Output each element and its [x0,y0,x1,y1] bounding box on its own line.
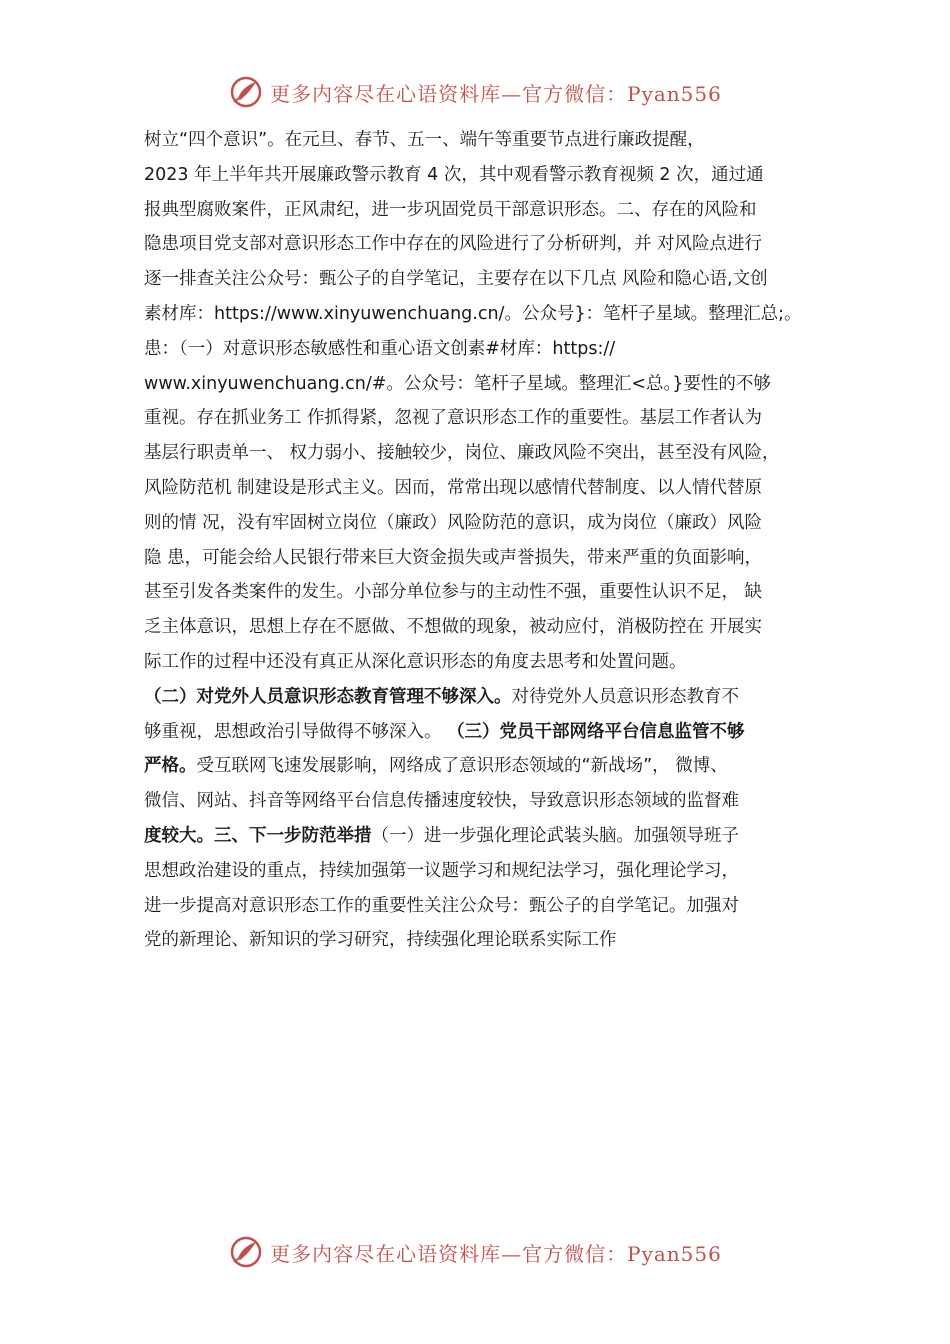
header-watermark [0,72,950,112]
body-text: 对待党外人员意识形态教育不 [511,686,739,707]
bold-heading-text: （三）党员干部网络平台信息监管不够 [447,721,745,742]
body-text: 够重视，思想政治引导做得不够深入。 [144,721,448,742]
body-text: 报典型腐败案件，正风肃纪，进一步巩固党员干部意识形态。二、存在的风险和 [144,199,757,220]
body-text: 思想政治建设的重点，持续加强第一议题学习和规纪法学习，强化理论学习， [144,860,739,881]
text-line [144,749,834,784]
text-line [144,332,834,367]
text-line [144,610,834,645]
text-line [144,784,834,819]
body-text: 微信、网站、抖音等网络平台信息传播速度较快，导致意识形态领域的监督难 [144,791,739,812]
text-line [144,645,834,680]
document-body [144,123,834,958]
text-line [144,436,834,471]
body-text: 隐患项目党支部对意识形态工作中存在的风险进行了分析研判，并 对风险点进行 [144,234,763,255]
bold-heading-text: 度较大。 [144,825,214,846]
text-line [144,158,834,193]
text-line [144,715,834,750]
bold-heading-text: 严格。 [144,756,197,777]
text-line [144,262,834,297]
brand-logo-icon [228,1234,264,1270]
body-text: www.xinyuwenchuang.cn/#。公众号：笔杆子星域。整理汇<总。}要性的不够 [144,373,771,394]
body-text: 进一步提高对意识形态工作的重要性关注公众号：甄公子的自学笔记。加强对 [144,895,739,916]
text-line [144,819,834,854]
body-text: 素材库：https://www.xinyuwenchuang.cn/。公众号}：笔杆子星域。整理汇总;。 [144,303,802,324]
body-text: 2023 年上半年共开展廉政警示教育 4 次，其中观看警示教育视频 2 次，通过通 [144,164,764,185]
text-line [144,854,834,889]
footer-watermark [0,1232,950,1272]
text-line [144,123,834,158]
text-line [144,541,834,576]
body-text: 受互联网飞速发展影响，网络成了意识形态领域的“新战场”， 微博、 [196,756,728,777]
header-watermark-text: 更多内容尽在心语资料库—官方微信：Pyan556 [270,81,722,106]
body-text: 树立“四个意识”。在元旦、春节、五一、端午等重要节点进行廉政提醒， [144,130,705,150]
text-line [144,193,834,228]
text-line [144,680,834,715]
text-line [144,923,834,958]
text-line [144,506,834,541]
body-text: 则的情 况，没有牢固树立岗位（廉政）风险防范的意识，成为岗位（廉政）风险 [144,512,763,533]
body-text: （一）进一步强化理论武装头脑。加强领导班子 [371,825,739,846]
body-text: 逐一排查关注公众号：甄公子的自学笔记，主要存在以下几点 风险和隐心语,文创 [144,269,768,290]
text-line [144,297,834,332]
text-line [144,889,834,924]
body-text: 党的新理论、新知识的学习研究，持续强化理论联系实际工作 [144,930,617,951]
bold-heading-text: （二）对党外人员意识形态教育管理不够深入。 [144,686,512,707]
body-text: 甚至引发各类案件的发生。小部分单位参与的主动性不强，重要性认识不足， 缺 [144,582,763,603]
text-line [144,227,834,262]
body-text: 基层行职责单一、 权力弱小、接触较少，岗位、廉政风险不突出，甚至没有风险， [144,443,780,464]
footer-watermark-text: 更多内容尽在心语资料库—官方微信：Pyan556 [270,1241,722,1266]
body-text: 患：（一）对意识形态敏感性和重心语文创素#材库：https:// [144,338,616,359]
body-text: 乏主体意识，思想上存在不愿做、不想做的现象，被动应付，消极防控在 开展实 [144,617,763,638]
bold-heading-text: 三、下一步防范举措 [214,825,372,846]
body-text: 隐 患，可能会给人民银行带来巨大资金损失或声誉损失，带来严重的负面影响， [144,547,763,568]
text-line [144,471,834,506]
text-line [144,367,834,402]
body-text: 重视。存在抓业务工 作抓得紧，忽视了意识形态工作的重要性。基层工作者认为 [144,408,763,429]
text-line [144,401,834,436]
body-text: 风险防范机 制建设是形式主义。因而，常常出现以感情代替制度、以人情代替原 [144,477,763,498]
body-text: 际工作的过程中还没有真正从深化意识形态的角度去思考和处置问题。 [144,651,687,672]
text-line [144,575,834,610]
brand-logo-icon [228,74,264,110]
